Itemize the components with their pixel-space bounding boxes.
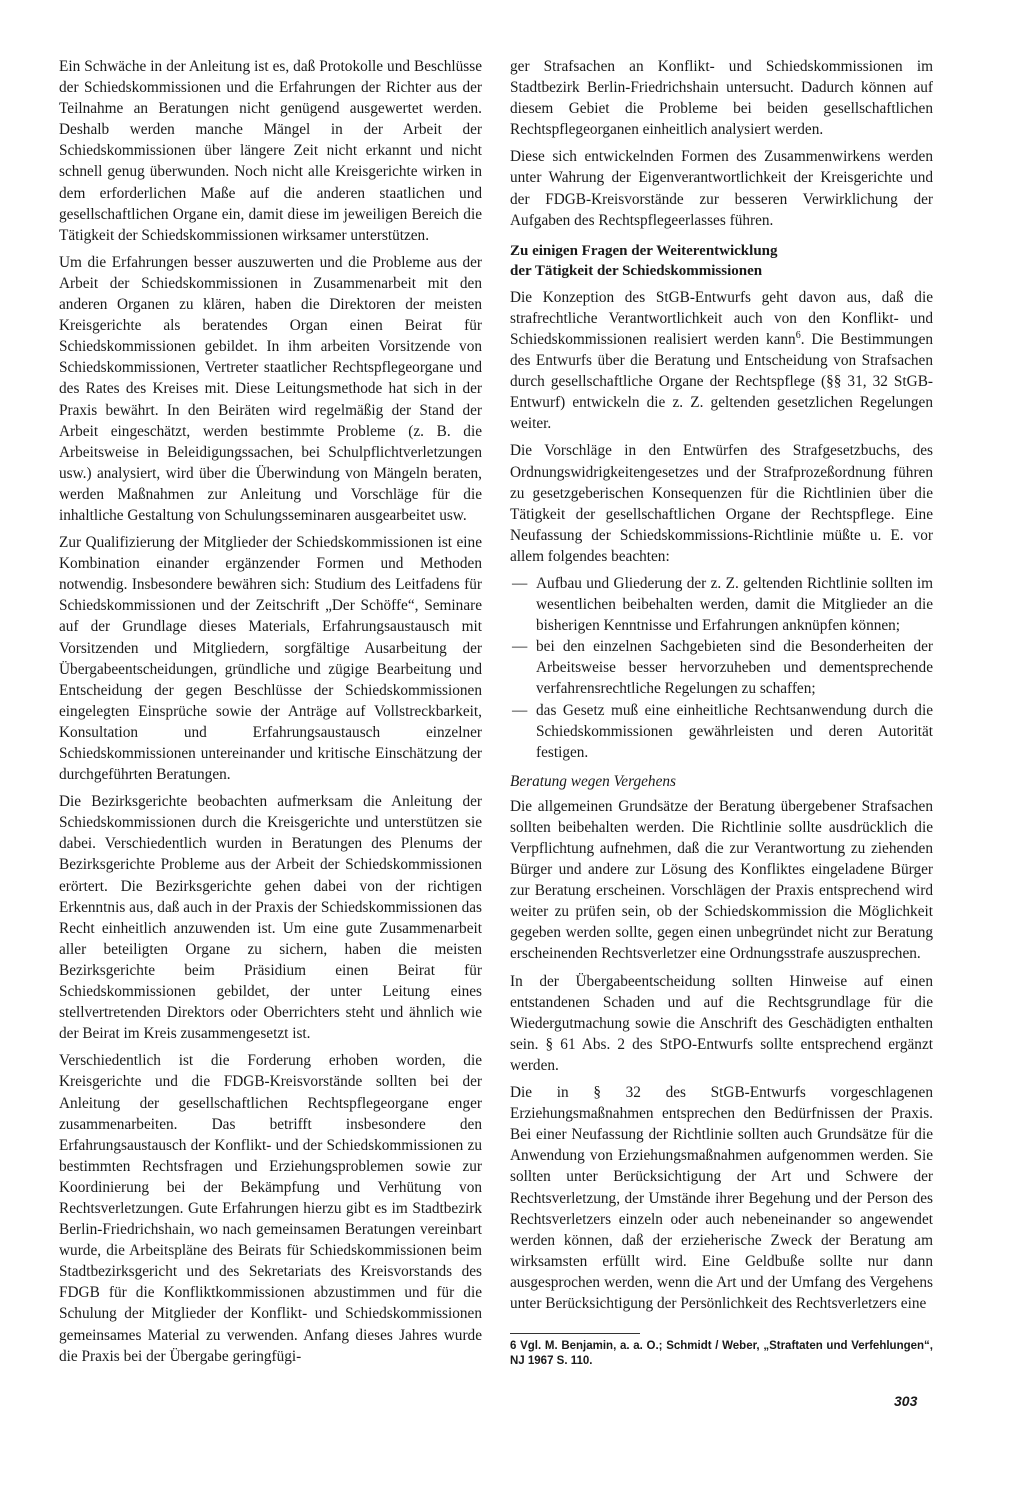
section-heading-line: Zu einigen Fragen der Weiterentwicklung: [510, 242, 778, 259]
page-number: 303: [894, 1393, 918, 1409]
right-column: [510, 56, 933, 1320]
list-item: [510, 636, 933, 699]
paragraph: Die Bezirksgerichte beobachten aufmerksam die Anleitung der Schiedskommissionen durch die Kreisgerichte und unterstützen sie dabei. Verschiedentlich wurden in Beratungen des Plenums der Bezirksgerichte Probleme aus der Arbeit der Schiedskommissionen erörtert. Die Bezirksgerichte gehen dabei von der richtigen Erkenntnis aus, daß auch in der Praxis der Schiedskommissionen das Recht einheitlich anzuwenden ist. Um eine gute Zusammenarbeit aller beteiligten Organe zu sichern, haben die meisten Bezirksgerichte beim Präsidium einen Beirat für Schiedskommissionen gebildet, der unter Leitung eines stellvertretenden Direktors oder Oberrichters steht und ähnlich wie der Beirat im Kreis zusammengesetzt ist.: [59, 793, 482, 1043]
paragraph: Verschiedentlich ist die Forderung erhoben worden, die Kreisgerichte und die FDGB-Kreisvorstände sollten bei der Anleitung der gesellschaftlichen Rechtspflegeorgane enger zusammenarbeiten. Das betrifft insbesondere den Erfahrungsaustausch der Konflikt- und der Schiedskommissionen zu bestimmten Rechtsfragen und Erziehungsproblemen sowie zur Koordinierung bei der Bekämpfung und Verhütung von Rechtsverletzungen. Gute Erfahrungen hierzu gibt es im Stadtbezirk Berlin-Friedrichshain, wo nach gemeinsamen Beratungen vereinbart wurde, die Arbeitspläne des Beirats für Schiedskommissionen beim Stadtbezirksgericht und des Sekretariats des Kreisvorstands des FDGB für die Konfliktkommissionen abzustimmen und für die Schulung der Mitglieder der Konflikt- und Schiedskommissionen gemeinsames Material zu verwenden. Anfang dieses Jahres wurde die Praxis bei der Übergabe geringfügi-: [59, 1052, 482, 1365]
list-item-text: Aufbau und Gliederung der z. Z. geltenden Richtlinie sollten im wesentlichen beibehalten werden, damit die Mitglieder an die bisherigen Kenntnisse und Erfahrungen anknüpfen können;: [536, 574, 933, 635]
footnote-reference[interactable]: 6: [795, 329, 801, 341]
paragraph: ger Strafsachen an Konflikt- und Schiedskommissionen im Stadtbezirk Berlin-Friedrichshain untersucht. Dadurch können auf diesem Gebiet die Probleme bei beiden gesellschaftlichen Rechtspflegeorganen einheitlich analysiert werden.: [510, 58, 933, 139]
list-item: [510, 700, 933, 763]
paragraph: Die in § 32 des StGB-Entwurfs vorgeschlagenen Erziehungsmaßnahmen entsprechen den Bedürfnissen der Praxis. Bei einer Neufassung der Richtlinie sollten auch Grundsätze für die Anwendung von Erziehungsmaßnahmen aufgenommen werden. Sie sollten unter Berücksichtigung der Art und Schwere der Rechtsverletzung, der Umstände ihrer Begehung und der Person des Rechtsverletzers einzeln oder auch nebeneinander so angewendet werden können, daß der erzieherische Zweck der Beratung am wirksamsten erfüllt wird. Eine Geldbuße sollte nur dann ausgesprochen werden, wenn die Art und der Umfang des Vergehens unter Berücksichtigung der Persönlichkeit des Rechtsverletzers eine: [510, 1084, 933, 1312]
dash-bullet: —: [512, 638, 528, 656]
list-item: [510, 573, 933, 636]
subsection-heading: Beratung wegen Vergehens: [510, 772, 676, 790]
paragraph: [510, 287, 933, 435]
paragraph: Die Vorschläge in den Entwürfen des Strafgesetzbuchs, des Ordnungswidrigkeitengesetzes und der Strafprozeßordnung führen zu gesetzgeberischen Konsequenzen für die Richtlinien über die Tätigkeit der gesellschaftlichen Organe der Rechtspflege. Eine Neufassung der Schiedskommissions-Richtlinie müßte u. E. vor allem folgendes beachten:: [510, 442, 933, 565]
paragraph: In der Übergabeentscheidung sollten Hinweise auf einen entstandenen Schaden und auf die Rechtsgrundlage für die Wiedergutmachung sowie die Anschrift des Geschädigten enthalten sein. § 61 Abs. 2 des StPO-Entwurfs sollte entsprechend ergänzt werden.: [510, 972, 933, 1074]
dash-bullet: —: [512, 574, 528, 592]
left-column: [59, 56, 482, 1373]
section-heading-line: der Tätigkeit der Schiedskommissionen: [510, 262, 763, 279]
list-item-text: das Gesetz muß eine einheitliche Rechtsanwendung durch die Schiedskommissionen gewährleisten und deren Autorität festigen.: [536, 701, 933, 761]
paragraph: Ein Schwäche in der Anleitung ist es, daß Protokolle und Beschlüsse der Schiedskommissionen und die Erfahrungen der Richter aus der Teilnahme an Beratungen nicht genügend ausgewertet werden. Deshalb werden manche Mängel in der Arbeit der Schiedskommissionen über längere Zeit nicht erkannt und nicht schnell genug überwunden. Noch nicht alle Kreisgerichte wirken in dem erforderlichen Maße auf die anderen staatlichen und gesellschaftlichen Organe ein, damit diese im jeweiligen Bereich die Tätigkeit der Schiedskommissionen wirksamer unterstützen.: [59, 58, 482, 244]
section-heading: [510, 241, 933, 281]
paragraph: Diese sich entwickelnden Formen des Zusammenwirkens werden unter Wahrung der Eigenverantwortlichkeit der Kreisgerichte und der FDGB-Kreisvorstände zur besseren Verwirklichung der Aufgaben des Rechtspflegeerlasses führen.: [510, 148, 933, 229]
paragraph: Um die Erfahrungen besser auszuwerten und die Probleme aus der Arbeit der Schiedskommissionen in Zusammenarbeit mit den anderen Organen zu klären, haben die Direktoren der meisten Kreisgerichte als beratendes Organ einen Beirat für Schiedskommissionen gebildet. In ihm arbeiten Vorsitzende von Schiedskommissionen, Vertreter staatlicher Rechtspflegeorgane und des Rates des Kreises mit. Diese Leitungsmethode hat sich in der Praxis bewährt. In den Beiräten wird regelmäßig der Stand der Arbeit eingeschätzt, werden bestimmte Probleme (z. B. die Arbeitsweise in Beleidigungssachen, bei Schulpflichtverletzungen usw.) analysiert, wird über die Überwindung von Mängeln beraten, werden Maßnahmen zur Anleitung und Vorschläge für die inhaltliche Gestaltung von Schulungsseminaren ausgearbeitet usw.: [59, 253, 482, 524]
footnote-divider: [510, 1333, 640, 1334]
requirements-list: [510, 573, 933, 763]
paragraph: Die allgemeinen Grundsätze der Beratung übergebener Strafsachen sollten beibehalten werden. Die Richtlinie sollte ausdrücklich die Verpflichtung aufnehmen, daß die zur Verantwortung zu ziehenden Bürger und andere zur Lösung des Konfliktes eingeladene Bürger zur Beratung erscheinen. Vorschlägen der Praxis entsprechend wird weiter zu prüfen sein, ob der Schiedskommission die Möglichkeit gegeben werden sollte, gegen einen unbegründet nicht zur Beratung erscheinenden Rechtsverletzer eine Ordnungsstrafe auszusprechen.: [510, 797, 933, 963]
footnote: 6 Vgl. M. Benjamin, a. a. O.; Schmidt / Weber, „Straftaten und Verfehlungen“, NJ 1967 S. 110.: [510, 1340, 933, 1367]
paragraph-text: . Die Bestimmungen des Entwurfs über die Beratung und Entscheidung von Strafsachen durch gesellschaftliche Organe der Rechtspflege (§§ 31, 32 StGB-Entwurf) entwickeln die z. Z. geltenden gesetzlichen Regelungen weiter.: [510, 330, 934, 433]
list-item-text: bei den einzelnen Sachgebieten sind die Besonderheiten der Arbeitsweise besser hervorzuheben und dementsprechende verfahrensrechtliche Regelungen zu schaffen;: [536, 638, 933, 698]
paragraph-text: Die Konzeption des StGB-Entwurfs geht davon aus, daß die strafrechtliche Verantwortlichkeit auch von den Konflikt- und Schiedskommissionen realisiert werden kann: [510, 288, 933, 348]
paragraph: Zur Qualifizierung der Mitglieder der Schiedskommissionen ist eine Kombination einander ergänzender Formen und Methoden notwendig. Insbesondere bewähren sich: Studium des Leitfadens für Schiedskommissionen und der Zeitschrift „Der Schöffe“, Seminare auf der Grundlage dieses Materials, Erfahrungsaustausch mit Vorsitzenden und Mitgliedern, sorgfältige Ausarbeitung der Übergabeentscheidungen, gründliche und zügige Bearbeitung und Entscheidung der gegen Beschlüsse der Schiedskommissionen eingelegten Einsprüche sowie der Anträge auf Vollstreckbarkeit, Konsultation und Erfahrungsaustausch einzelner Schiedskommissionen untereinander und kritische Einschätzung der durchgeführten Beratungen.: [59, 534, 482, 784]
dash-bullet: —: [512, 701, 528, 719]
